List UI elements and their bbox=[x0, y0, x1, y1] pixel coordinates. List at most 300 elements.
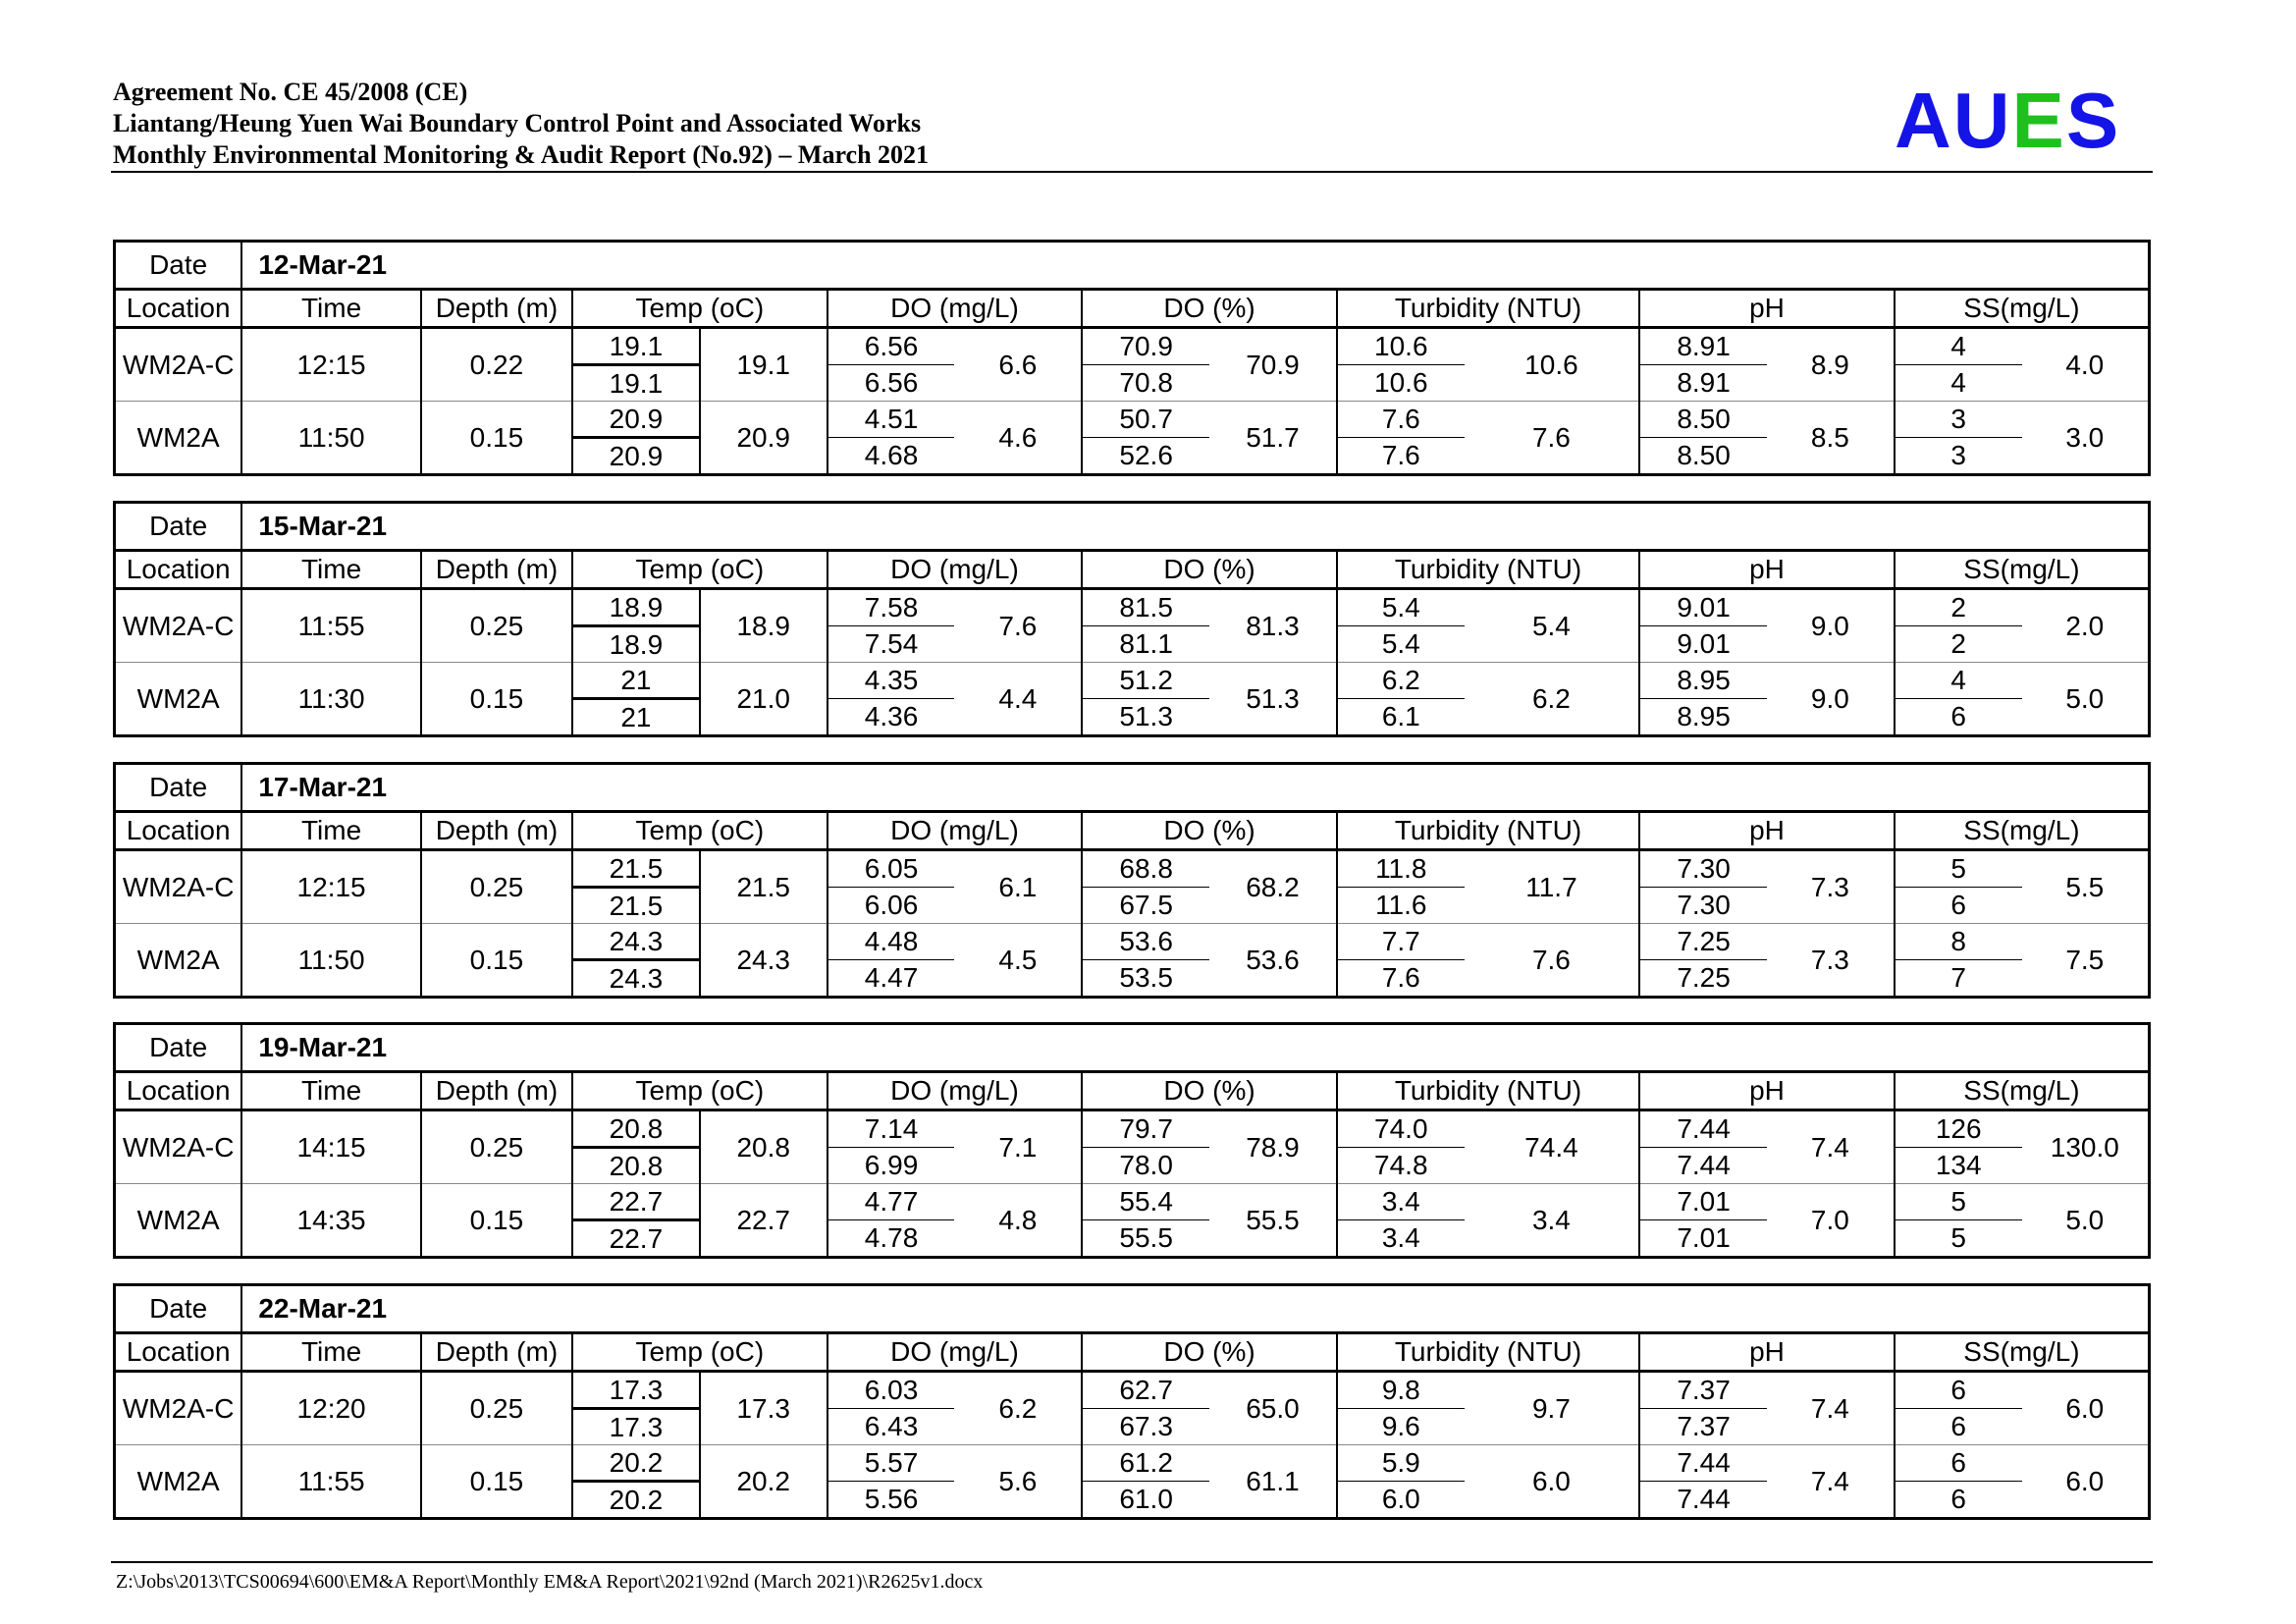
ss-header: SS(mg/L) bbox=[1895, 1333, 2150, 1372]
do-pct-header: DO (%) bbox=[1082, 551, 1337, 589]
date-row bbox=[115, 1285, 2150, 1333]
do-pct-reading-2: 61.0 bbox=[1119, 1484, 1173, 1514]
footer-divider bbox=[111, 1561, 2153, 1563]
location-header: Location bbox=[115, 1333, 242, 1372]
date-label: Date bbox=[115, 503, 242, 551]
do-mgl-reading-2: 6.99 bbox=[828, 1148, 955, 1184]
turbidity-reading-2: 3.4 bbox=[1381, 1222, 1420, 1253]
turbidity-reading-2: 74.8 bbox=[1337, 1148, 1465, 1184]
location-cell: WM2A-C bbox=[115, 1110, 242, 1184]
depth-header: Depth (m) bbox=[421, 551, 572, 589]
ss-average: 130.0 bbox=[2022, 1110, 2150, 1184]
ss-reading-2: 134 bbox=[1895, 1148, 2022, 1184]
table-row bbox=[115, 1445, 2150, 1482]
ss-reading-1: 5 bbox=[1895, 850, 2022, 888]
turbidity-reading-2: 6.1 bbox=[1381, 701, 1420, 731]
do-pct-reading-2: 67.3 bbox=[1082, 1409, 1209, 1445]
turbidity-average: 5.4 bbox=[1465, 589, 1639, 663]
turbidity-reading-2: 7.6 bbox=[1381, 962, 1420, 993]
temp-average: 20.2 bbox=[700, 1445, 828, 1519]
temp-reading-2: 18.9 bbox=[572, 626, 700, 663]
do-pct-reading-2: 51.3 bbox=[1119, 701, 1173, 731]
logo-text-au: AU bbox=[1895, 77, 2012, 164]
ph-header: pH bbox=[1639, 1333, 1895, 1372]
do-pct-average: 51.7 bbox=[1209, 402, 1337, 475]
turbidity-average: 7.6 bbox=[1465, 924, 1639, 998]
depth-cell: 0.25 bbox=[421, 1110, 572, 1184]
location-cell: WM2A bbox=[115, 1184, 242, 1258]
temp-average: 17.3 bbox=[700, 1372, 828, 1445]
do-mgl-reading-2: 6.56 bbox=[828, 365, 955, 402]
depth-cell: 0.15 bbox=[421, 924, 572, 998]
ss-reading-1: 8 bbox=[1895, 924, 2022, 960]
table-row bbox=[115, 1372, 2150, 1409]
do-mgl-reading-2: 4.78 bbox=[864, 1222, 919, 1253]
water-quality-table bbox=[113, 1283, 2151, 1520]
turbidity-reading-1: 3.4 bbox=[1337, 1184, 1465, 1220]
turbidity-average: 3.4 bbox=[1465, 1184, 1639, 1258]
ph-reading-1: 7.44 bbox=[1639, 1110, 1767, 1148]
ph-average: 7.4 bbox=[1767, 1372, 1895, 1445]
ph-reading-2: 7.37 bbox=[1639, 1409, 1767, 1445]
time-header: Time bbox=[241, 1333, 421, 1372]
temp-reading-2: 20.9 bbox=[572, 438, 700, 475]
table-row bbox=[115, 850, 2150, 888]
ph-reading-1: 8.95 bbox=[1639, 663, 1767, 699]
do-pct-reading-1: 55.4 bbox=[1082, 1184, 1209, 1220]
ss-reading-2: 4 bbox=[1895, 365, 2022, 402]
temp-reading-2: 21.5 bbox=[572, 888, 700, 924]
turbidity-reading-1: 5.4 bbox=[1337, 589, 1465, 626]
ss-reading-1: 6 bbox=[1895, 1445, 2022, 1482]
ph-reading-1: 7.25 bbox=[1639, 924, 1767, 960]
time-cell: 12:15 bbox=[241, 850, 421, 924]
ph-reading-1: 8.50 bbox=[1639, 402, 1767, 438]
do-pct-reading-1: 79.7 bbox=[1082, 1110, 1209, 1148]
ss-average: 3.0 bbox=[2022, 402, 2150, 475]
turbidity-reading-2: 11.6 bbox=[1337, 888, 1465, 924]
do-mgl-average: 4.8 bbox=[954, 1184, 1082, 1258]
depth-cell: 0.25 bbox=[421, 589, 572, 663]
temp-reading-2: 21 bbox=[572, 699, 700, 736]
do-mgl-reading-1: 4.51 bbox=[828, 402, 955, 438]
date-value: 12-Mar-21 bbox=[241, 242, 2149, 290]
turbidity-average: 11.7 bbox=[1465, 850, 1639, 924]
turbidity-header: Turbidity (NTU) bbox=[1337, 1072, 1639, 1110]
monitoring-table-block bbox=[113, 1283, 2151, 1520]
depth-header: Depth (m) bbox=[421, 290, 572, 328]
do-mgl-average: 6.2 bbox=[954, 1372, 1082, 1445]
logo-text-s: S bbox=[2065, 77, 2121, 164]
temp-reading-1: 21 bbox=[572, 663, 700, 699]
temp-reading-1: 20.9 bbox=[572, 402, 700, 438]
turbidity-average: 6.2 bbox=[1465, 663, 1639, 736]
temp-reading-2: 24.3 bbox=[572, 960, 700, 998]
do-pct-average: 81.3 bbox=[1209, 589, 1337, 663]
time-header: Time bbox=[241, 812, 421, 850]
water-quality-table bbox=[113, 501, 2151, 737]
do-mgl-average: 4.4 bbox=[954, 663, 1082, 736]
do-pct-reading-2: 81.1 bbox=[1082, 626, 1209, 663]
do-pct-reading-2: 67.5 bbox=[1082, 888, 1209, 924]
do-pct-reading-2: 78.0 bbox=[1082, 1148, 1209, 1184]
do-pct-reading-1: 62.7 bbox=[1082, 1372, 1209, 1409]
monitoring-table-block bbox=[113, 1022, 2151, 1259]
do-mgl-header: DO (mg/L) bbox=[828, 1333, 1083, 1372]
table-row bbox=[115, 328, 2150, 365]
ss-reading-2: 6 bbox=[1950, 701, 1966, 731]
table-row bbox=[115, 663, 2150, 699]
temp-average: 18.9 bbox=[700, 589, 828, 663]
location-cell: WM2A bbox=[115, 663, 242, 736]
depth-cell: 0.15 bbox=[421, 1445, 572, 1519]
do-mgl-reading-2: 5.56 bbox=[864, 1484, 919, 1514]
do-pct-reading-1: 81.5 bbox=[1082, 589, 1209, 626]
time-cell: 12:15 bbox=[241, 328, 421, 402]
do-mgl-reading-2: 4.47 bbox=[864, 962, 919, 993]
ph-reading-2: 8.95 bbox=[1677, 701, 1731, 731]
time-header: Time bbox=[241, 551, 421, 589]
ph-average: 7.4 bbox=[1767, 1110, 1895, 1184]
depth-cell: 0.22 bbox=[421, 328, 572, 402]
date-row bbox=[115, 242, 2150, 290]
date-label: Date bbox=[115, 1024, 242, 1072]
aues-logo bbox=[1895, 77, 2120, 165]
temp-reading-1: 20.2 bbox=[572, 1445, 700, 1482]
time-header: Time bbox=[241, 290, 421, 328]
depth-header: Depth (m) bbox=[421, 1333, 572, 1372]
ph-header: pH bbox=[1639, 551, 1895, 589]
location-cell: WM2A-C bbox=[115, 328, 242, 402]
temp-reading-1: 24.3 bbox=[572, 924, 700, 960]
do-pct-header: DO (%) bbox=[1082, 290, 1337, 328]
turbidity-header: Turbidity (NTU) bbox=[1337, 812, 1639, 850]
temp-reading-1: 20.8 bbox=[572, 1110, 700, 1148]
do-mgl-reading-2: 6.43 bbox=[828, 1409, 955, 1445]
do-pct-reading-1: 70.9 bbox=[1082, 328, 1209, 365]
monitoring-table-block bbox=[113, 240, 2151, 476]
do-pct-reading-1: 53.6 bbox=[1082, 924, 1209, 960]
temp-average: 21.5 bbox=[700, 850, 828, 924]
ph-header: pH bbox=[1639, 1072, 1895, 1110]
do-pct-average: 55.5 bbox=[1209, 1184, 1337, 1258]
ph-reading-2: 7.01 bbox=[1677, 1222, 1731, 1253]
location-header: Location bbox=[115, 1072, 242, 1110]
ph-reading-2: 8.91 bbox=[1639, 365, 1767, 402]
table-row bbox=[115, 1184, 2150, 1220]
do-mgl-average: 4.6 bbox=[954, 402, 1082, 475]
do-mgl-reading-1: 4.77 bbox=[828, 1184, 955, 1220]
do-mgl-header: DO (mg/L) bbox=[828, 1072, 1083, 1110]
do-mgl-header: DO (mg/L) bbox=[828, 812, 1083, 850]
ss-average: 5.0 bbox=[2022, 1184, 2150, 1258]
depth-cell: 0.25 bbox=[421, 850, 572, 924]
do-pct-average: 78.9 bbox=[1209, 1110, 1337, 1184]
monitoring-table-block bbox=[113, 501, 2151, 737]
temp-average: 22.7 bbox=[700, 1184, 828, 1258]
time-header: Time bbox=[241, 1072, 421, 1110]
temp-reading-1: 18.9 bbox=[572, 589, 700, 626]
turbidity-reading-2: 9.6 bbox=[1337, 1409, 1465, 1445]
temp-reading-2: 22.7 bbox=[572, 1220, 700, 1258]
temp-reading-2: 20.2 bbox=[572, 1482, 700, 1519]
do-pct-reading-2: 53.5 bbox=[1119, 962, 1173, 993]
do-mgl-reading-1: 7.58 bbox=[828, 589, 955, 626]
time-cell: 11:30 bbox=[241, 663, 421, 736]
do-pct-average: 61.1 bbox=[1209, 1445, 1337, 1519]
ss-reading-2: 6 bbox=[1895, 888, 2022, 924]
ss-average: 6.0 bbox=[2022, 1445, 2150, 1519]
do-mgl-average: 7.6 bbox=[954, 589, 1082, 663]
ph-reading-1: 7.01 bbox=[1639, 1184, 1767, 1220]
ph-reading-2: 7.30 bbox=[1639, 888, 1767, 924]
ph-reading-2: 8.50 bbox=[1677, 440, 1731, 470]
date-value: 17-Mar-21 bbox=[241, 764, 2149, 812]
ss-reading-1: 4 bbox=[1895, 328, 2022, 365]
column-header-row bbox=[115, 812, 2150, 850]
logo-text-e: E bbox=[2011, 77, 2066, 164]
do-pct-reading-2: 70.8 bbox=[1082, 365, 1209, 402]
location-header: Location bbox=[115, 290, 242, 328]
do-pct-average: 68.2 bbox=[1209, 850, 1337, 924]
ss-reading-1: 3 bbox=[1895, 402, 2022, 438]
turbidity-header: Turbidity (NTU) bbox=[1337, 290, 1639, 328]
temp-header: Temp (oC) bbox=[572, 1333, 828, 1372]
ss-reading-1: 126 bbox=[1895, 1110, 2022, 1148]
temp-reading-2: 19.1 bbox=[572, 365, 700, 402]
do-mgl-average: 6.6 bbox=[954, 328, 1082, 402]
ss-reading-1: 4 bbox=[1895, 663, 2022, 699]
depth-cell: 0.15 bbox=[421, 1184, 572, 1258]
time-cell: 14:35 bbox=[241, 1184, 421, 1258]
do-mgl-reading-2: 4.36 bbox=[864, 701, 919, 731]
turbidity-reading-1: 5.9 bbox=[1337, 1445, 1465, 1482]
location-cell: WM2A-C bbox=[115, 589, 242, 663]
temp-reading-1: 17.3 bbox=[572, 1372, 700, 1409]
turbidity-reading-1: 74.0 bbox=[1337, 1110, 1465, 1148]
turbidity-reading-1: 7.6 bbox=[1337, 402, 1465, 438]
do-pct-reading-1: 61.2 bbox=[1082, 1445, 1209, 1482]
location-header: Location bbox=[115, 812, 242, 850]
temp-average: 20.9 bbox=[700, 402, 828, 475]
water-quality-table bbox=[113, 240, 2151, 476]
do-mgl-reading-1: 6.56 bbox=[828, 328, 955, 365]
location-cell: WM2A bbox=[115, 1445, 242, 1519]
do-mgl-reading-1: 7.14 bbox=[828, 1110, 955, 1148]
do-pct-average: 51.3 bbox=[1209, 663, 1337, 736]
ph-average: 9.0 bbox=[1767, 589, 1895, 663]
ph-reading-1: 7.37 bbox=[1639, 1372, 1767, 1409]
ss-header: SS(mg/L) bbox=[1895, 812, 2150, 850]
ph-reading-2: 7.44 bbox=[1677, 1484, 1731, 1514]
temp-header: Temp (oC) bbox=[572, 551, 828, 589]
do-mgl-reading-1: 5.57 bbox=[828, 1445, 955, 1482]
do-pct-header: DO (%) bbox=[1082, 812, 1337, 850]
turbidity-reading-1: 10.6 bbox=[1337, 328, 1465, 365]
do-mgl-reading-1: 6.03 bbox=[828, 1372, 955, 1409]
turbidity-average: 6.0 bbox=[1465, 1445, 1639, 1519]
turbidity-average: 74.4 bbox=[1465, 1110, 1639, 1184]
turbidity-reading-1: 11.8 bbox=[1337, 850, 1465, 888]
temp-reading-1: 19.1 bbox=[572, 328, 700, 365]
turbidity-reading-2: 6.0 bbox=[1381, 1484, 1420, 1514]
ss-reading-1: 5 bbox=[1895, 1184, 2022, 1220]
ph-average: 7.3 bbox=[1767, 924, 1895, 998]
ss-average: 7.5 bbox=[2022, 924, 2150, 998]
ph-average: 7.0 bbox=[1767, 1184, 1895, 1258]
ph-header: pH bbox=[1639, 812, 1895, 850]
ss-reading-2: 5 bbox=[1950, 1222, 1966, 1253]
do-pct-average: 53.6 bbox=[1209, 924, 1337, 998]
ss-header: SS(mg/L) bbox=[1895, 1072, 2150, 1110]
location-cell: WM2A-C bbox=[115, 1372, 242, 1445]
temp-average: 19.1 bbox=[700, 328, 828, 402]
do-mgl-reading-1: 4.48 bbox=[828, 924, 955, 960]
ss-reading-2: 3 bbox=[1950, 440, 1966, 470]
ph-header: pH bbox=[1639, 290, 1895, 328]
ph-reading-1: 7.30 bbox=[1639, 850, 1767, 888]
time-cell: 11:55 bbox=[241, 589, 421, 663]
turbidity-reading-2: 5.4 bbox=[1337, 626, 1465, 663]
do-mgl-header: DO (mg/L) bbox=[828, 290, 1083, 328]
location-cell: WM2A bbox=[115, 402, 242, 475]
ph-reading-1: 9.01 bbox=[1639, 589, 1767, 626]
column-header-row bbox=[115, 1072, 2150, 1110]
ss-header: SS(mg/L) bbox=[1895, 551, 2150, 589]
do-pct-header: DO (%) bbox=[1082, 1333, 1337, 1372]
table-row bbox=[115, 589, 2150, 626]
do-pct-header: DO (%) bbox=[1082, 1072, 1337, 1110]
temp-reading-1: 21.5 bbox=[572, 850, 700, 888]
do-mgl-reading-1: 4.35 bbox=[828, 663, 955, 699]
ph-reading-2: 7.25 bbox=[1677, 962, 1731, 993]
do-mgl-header: DO (mg/L) bbox=[828, 551, 1083, 589]
temp-average: 24.3 bbox=[700, 924, 828, 998]
report-title: Monthly Environmental Monitoring & Audit Report (No.92) – March 2021 bbox=[113, 140, 930, 169]
date-row bbox=[115, 1024, 2150, 1072]
turbidity-reading-2: 10.6 bbox=[1337, 365, 1465, 402]
turbidity-reading-1: 6.2 bbox=[1337, 663, 1465, 699]
temp-header: Temp (oC) bbox=[572, 1072, 828, 1110]
ss-reading-2: 2 bbox=[1895, 626, 2022, 663]
do-pct-reading-2: 55.5 bbox=[1119, 1222, 1173, 1253]
temp-reading-2: 17.3 bbox=[572, 1409, 700, 1445]
date-label: Date bbox=[115, 1285, 242, 1333]
turbidity-average: 7.6 bbox=[1465, 402, 1639, 475]
ss-average: 6.0 bbox=[2022, 1372, 2150, 1445]
temp-average: 21.0 bbox=[700, 663, 828, 736]
ss-header: SS(mg/L) bbox=[1895, 290, 2150, 328]
do-pct-reading-1: 51.2 bbox=[1082, 663, 1209, 699]
do-mgl-reading-1: 6.05 bbox=[828, 850, 955, 888]
do-mgl-average: 7.1 bbox=[954, 1110, 1082, 1184]
time-cell: 12:20 bbox=[241, 1372, 421, 1445]
project-title: Liantang/Heung Yuen Wai Boundary Control Point and Associated Works bbox=[113, 109, 922, 137]
file-path-footer: Z:\Jobs\2013\TCS00694\600\EM&A Report\Monthly EM&A Report\2021\92nd (March 2021)\R2625v1.docx bbox=[116, 1571, 984, 1593]
do-mgl-average: 6.1 bbox=[954, 850, 1082, 924]
turbidity-reading-1: 7.7 bbox=[1337, 924, 1465, 960]
ph-average: 8.9 bbox=[1767, 328, 1895, 402]
water-quality-table bbox=[113, 762, 2151, 999]
date-label: Date bbox=[115, 764, 242, 812]
ss-reading-2: 7 bbox=[1950, 962, 1966, 993]
turbidity-reading-1: 9.8 bbox=[1337, 1372, 1465, 1409]
do-mgl-reading-2: 4.68 bbox=[864, 440, 919, 470]
turbidity-average: 9.7 bbox=[1465, 1372, 1639, 1445]
time-cell: 11:50 bbox=[241, 402, 421, 475]
date-row bbox=[115, 764, 2150, 812]
do-mgl-reading-2: 7.54 bbox=[828, 626, 955, 663]
ph-average: 8.5 bbox=[1767, 402, 1895, 475]
ph-reading-1: 7.44 bbox=[1639, 1445, 1767, 1482]
table-row bbox=[115, 402, 2150, 438]
depth-header: Depth (m) bbox=[421, 812, 572, 850]
turbidity-average: 10.6 bbox=[1465, 328, 1639, 402]
ss-average: 5.5 bbox=[2022, 850, 2150, 924]
turbidity-header: Turbidity (NTU) bbox=[1337, 551, 1639, 589]
ph-average: 7.4 bbox=[1767, 1445, 1895, 1519]
ph-reading-2: 7.44 bbox=[1639, 1148, 1767, 1184]
ss-reading-2: 6 bbox=[1895, 1409, 2022, 1445]
location-cell: WM2A-C bbox=[115, 850, 242, 924]
date-label: Date bbox=[115, 242, 242, 290]
depth-cell: 0.25 bbox=[421, 1372, 572, 1445]
time-cell: 11:55 bbox=[241, 1445, 421, 1519]
depth-cell: 0.15 bbox=[421, 663, 572, 736]
ss-reading-1: 6 bbox=[1895, 1372, 2022, 1409]
ph-average: 9.0 bbox=[1767, 663, 1895, 736]
water-quality-table bbox=[113, 1022, 2151, 1259]
date-value: 22-Mar-21 bbox=[241, 1285, 2149, 1333]
ss-reading-2: 6 bbox=[1950, 1484, 1966, 1514]
ss-average: 5.0 bbox=[2022, 663, 2150, 736]
date-value: 19-Mar-21 bbox=[241, 1024, 2149, 1072]
ph-average: 7.3 bbox=[1767, 850, 1895, 924]
do-mgl-average: 4.5 bbox=[954, 924, 1082, 998]
turbidity-header: Turbidity (NTU) bbox=[1337, 1333, 1639, 1372]
location-header: Location bbox=[115, 551, 242, 589]
location-cell: WM2A bbox=[115, 924, 242, 998]
date-value: 15-Mar-21 bbox=[241, 503, 2149, 551]
do-mgl-average: 5.6 bbox=[954, 1445, 1082, 1519]
temp-header: Temp (oC) bbox=[572, 812, 828, 850]
depth-header: Depth (m) bbox=[421, 1072, 572, 1110]
ph-reading-2: 9.01 bbox=[1639, 626, 1767, 663]
temp-reading-1: 22.7 bbox=[572, 1184, 700, 1220]
monitoring-table-block bbox=[113, 762, 2151, 999]
table-row bbox=[115, 1110, 2150, 1148]
time-cell: 11:50 bbox=[241, 924, 421, 998]
do-pct-average: 65.0 bbox=[1209, 1372, 1337, 1445]
temp-reading-2: 20.8 bbox=[572, 1148, 700, 1184]
do-pct-reading-2: 52.6 bbox=[1119, 440, 1173, 470]
report-header bbox=[113, 77, 2151, 171]
do-pct-average: 70.9 bbox=[1209, 328, 1337, 402]
time-cell: 14:15 bbox=[241, 1110, 421, 1184]
do-pct-reading-1: 50.7 bbox=[1082, 402, 1209, 438]
ph-reading-1: 8.91 bbox=[1639, 328, 1767, 365]
table-row bbox=[115, 924, 2150, 960]
ss-average: 4.0 bbox=[2022, 328, 2150, 402]
column-header-row bbox=[115, 551, 2150, 589]
do-mgl-reading-2: 6.06 bbox=[828, 888, 955, 924]
column-header-row bbox=[115, 290, 2150, 328]
turbidity-reading-2: 7.6 bbox=[1381, 440, 1420, 470]
agreement-number: Agreement No. CE 45/2008 (CE) bbox=[113, 78, 468, 106]
depth-cell: 0.15 bbox=[421, 402, 572, 475]
temp-average: 20.8 bbox=[700, 1110, 828, 1184]
do-pct-reading-1: 68.8 bbox=[1082, 850, 1209, 888]
